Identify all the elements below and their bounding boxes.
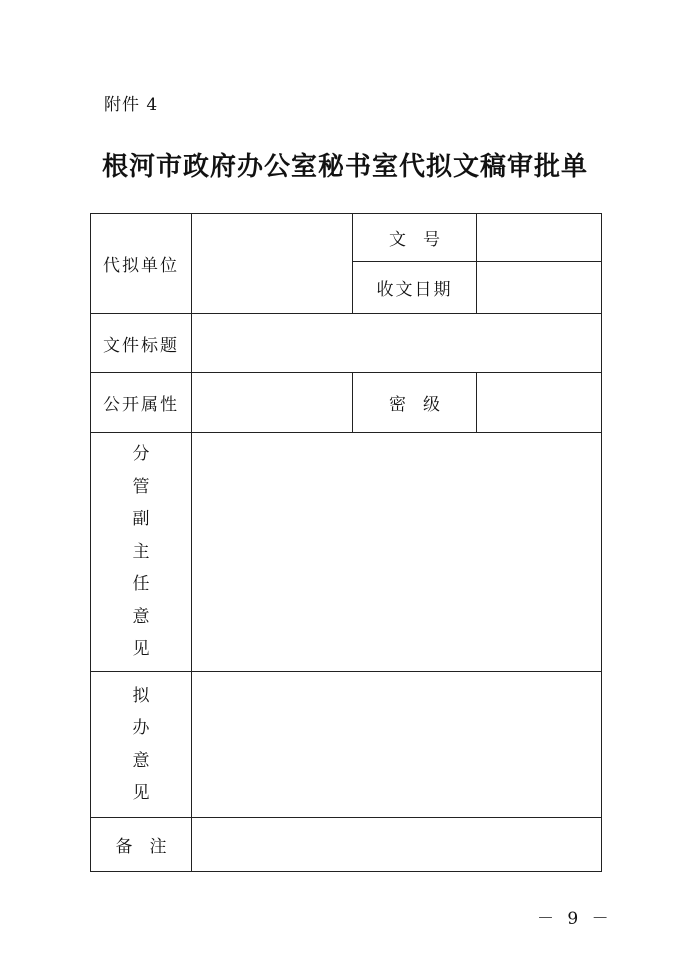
doc-number-field[interactable] [477, 214, 602, 262]
drafting-unit-label: 代拟单位 [91, 214, 192, 314]
approval-form [90, 213, 602, 872]
remarks-field[interactable] [192, 818, 602, 872]
attachment-label: 附件 4 [104, 95, 159, 115]
disclosure-field[interactable] [192, 373, 353, 433]
deputy-opinion-label: 分管副主任意见 [91, 433, 192, 672]
drafting-unit-field[interactable] [192, 214, 353, 314]
received-date-field[interactable] [477, 262, 602, 314]
proposed-opinion-field[interactable] [192, 672, 602, 818]
remarks-label: 备 注 [91, 818, 192, 872]
doc-title-field[interactable] [192, 314, 602, 373]
page-title: 根河市政府办公室秘书室代拟文稿审批单 [101, 152, 588, 182]
secrecy-field[interactable] [477, 373, 602, 433]
page-number: － 9 － [537, 909, 613, 929]
secrecy-label: 密 级 [353, 373, 477, 433]
received-date-label: 收文日期 [353, 262, 477, 314]
deputy-opinion-field[interactable] [192, 433, 602, 672]
doc-number-label: 文 号 [353, 214, 477, 262]
doc-title-label: 文件标题 [91, 314, 192, 373]
disclosure-label: 公开属性 [91, 373, 192, 433]
proposed-opinion-label: 拟办意见 [91, 672, 192, 818]
